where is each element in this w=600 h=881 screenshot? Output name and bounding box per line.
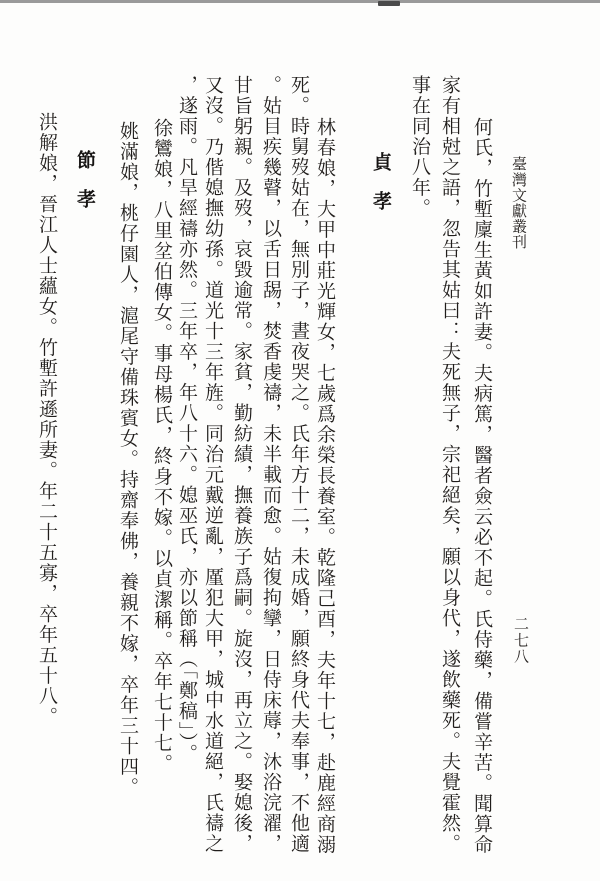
scan-smudge-artifact xyxy=(378,1,400,6)
section-heading-zhen-xiao: 貞 孝 xyxy=(370,152,391,211)
entry-he-shi-line-2: 家有相尅之語，忽告其姑曰：夫死無子，宗祀絕矣，願以身代，遂飲藥死。夫覺霍然。 xyxy=(439,75,460,854)
entry-lin-line-4: 甘旨躬親。及歿，哀毀逾常。家貧，勤紡績，撫養族子爲嗣。旋沒，再立之。娶媳後， xyxy=(231,75,252,854)
entry-he-shi-line-3: 事在同治八年。 xyxy=(409,75,430,219)
entry-hong-line-1: 洪解娘，晉江人士蘊女。竹塹許遜所妻。年二十五寡，卒年五十八。 xyxy=(36,112,57,727)
entry-he-shi-line-1: 何氏，竹塹廩生黃如許妻。夫病篤，醫者僉云必不起。氏侍藥，備嘗辛苦。聞算命 xyxy=(471,117,492,855)
section-heading-jie-xiao: 節 孝 xyxy=(74,150,95,209)
entry-lin-line-6: ，遂雨。凡旱經禱亦然。三年卒，年八十六。媳巫氏，亦以節稱（「鄭稿」）。 xyxy=(176,75,197,764)
entry-xu-line-1: 徐鸞娘，八里坌伯傳女。事母楊氏，終身不嫁。以貞潔稱。卒年七十七。 xyxy=(151,118,172,774)
series-masthead: 臺灣文獻叢刊 xyxy=(510,156,526,250)
entry-lin-line-5: 又沒。乃偕媳撫幼孫。道光十三年旌。同治元戴逆亂，厪犯大甲，城中水道絕，氏禱之 xyxy=(202,75,223,854)
entry-lin-line-1: 林春娘，大甲中莊光輝女，七歲爲余榮長養室。乾隆己酉，夫年十七，赴鹿經商溺 xyxy=(314,117,335,855)
entry-lin-line-2: 死。時舅歿姑在，無別子，晝夜哭之。氏年方十二，未成婚，願終身代夫奉事，不他適 xyxy=(288,75,309,854)
entry-yao-line-1: 姚滿娘，桃仔園人，滬尾守備珠賓女。持齋奉佛，養親不嫁，卒年三十四。 xyxy=(117,121,138,798)
scan-edge-artifact xyxy=(0,0,600,3)
folio-page-number: 二七八 xyxy=(512,616,528,665)
entry-lin-line-3: 。姑目疾幾瞽，以舌日舓，焚香虔禱，未半載而愈。姑復拘攣，日侍床蓐，沐浴浣濯， xyxy=(260,75,281,854)
